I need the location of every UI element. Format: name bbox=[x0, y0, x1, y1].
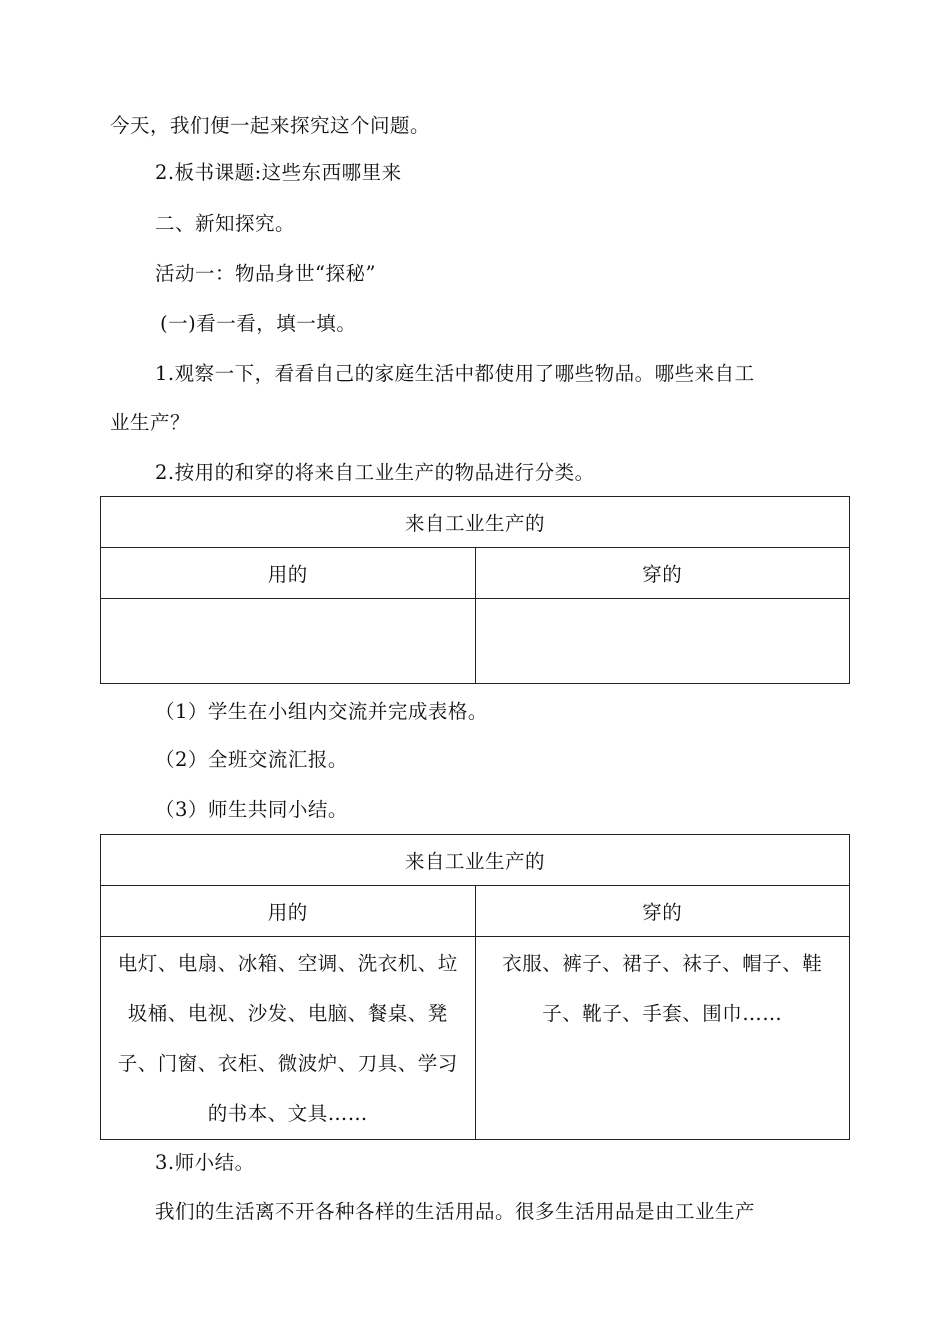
paragraph-conclusion: 我们的生活离不开各种各样的生活用品。很多生活用品是由工业生产 bbox=[155, 1200, 756, 1223]
cell-wear-blank[interactable] bbox=[475, 599, 850, 684]
sub-heading-look-fill: (一)看一看，填一填。 bbox=[160, 312, 357, 335]
paragraph-teacher-summary: 3.师小结。 bbox=[155, 1151, 255, 1174]
paragraph-classify: 2.按用的和穿的将来自工业生产的物品进行分类。 bbox=[155, 461, 595, 484]
paragraph-intro: 今天，我们便一起来探究这个问题。 bbox=[110, 114, 431, 137]
table-title: 来自工业生产的 bbox=[101, 497, 850, 548]
activity-one-heading: 活动一：物品身世“探秘” bbox=[155, 262, 376, 285]
section-heading-new-knowledge: 二、新知探究。 bbox=[155, 212, 296, 235]
column-header-use: 用的 bbox=[101, 548, 476, 599]
cell-use-blank[interactable] bbox=[101, 599, 476, 684]
column-header-wear: 穿的 bbox=[475, 886, 850, 937]
step-group-exchange: （1）学生在小组内交流并完成表格。 bbox=[155, 700, 488, 723]
column-header-wear: 穿的 bbox=[475, 548, 850, 599]
paragraph-observe-line1: 1.观察一下，看看自己的家庭生活中都使用了哪些物品。哪些来自工 bbox=[155, 362, 755, 385]
step-class-report: （2）全班交流汇报。 bbox=[155, 748, 348, 771]
cell-wear-items: 衣服、裤子、裙子、袜子、帽子、鞋子、靴子、手套、围巾…… bbox=[475, 937, 850, 1140]
column-header-use: 用的 bbox=[101, 886, 476, 937]
table-title: 来自工业生产的 bbox=[101, 835, 850, 886]
paragraph-observe-line2: 业生产？ bbox=[110, 411, 191, 434]
classification-table-blank bbox=[100, 496, 850, 684]
paragraph-board-title: 2.板书课题:这些东西哪里来 bbox=[155, 161, 402, 184]
cell-use-items: 电灯、电扇、冰箱、空调、洗衣机、垃圾桶、电视、沙发、电脑、餐桌、凳子、门窗、衣柜、微波炉、刀具、学习的书本、文具…… bbox=[101, 937, 476, 1140]
classification-table-filled bbox=[100, 834, 850, 1140]
step-summary: （3）师生共同小结。 bbox=[155, 798, 348, 821]
